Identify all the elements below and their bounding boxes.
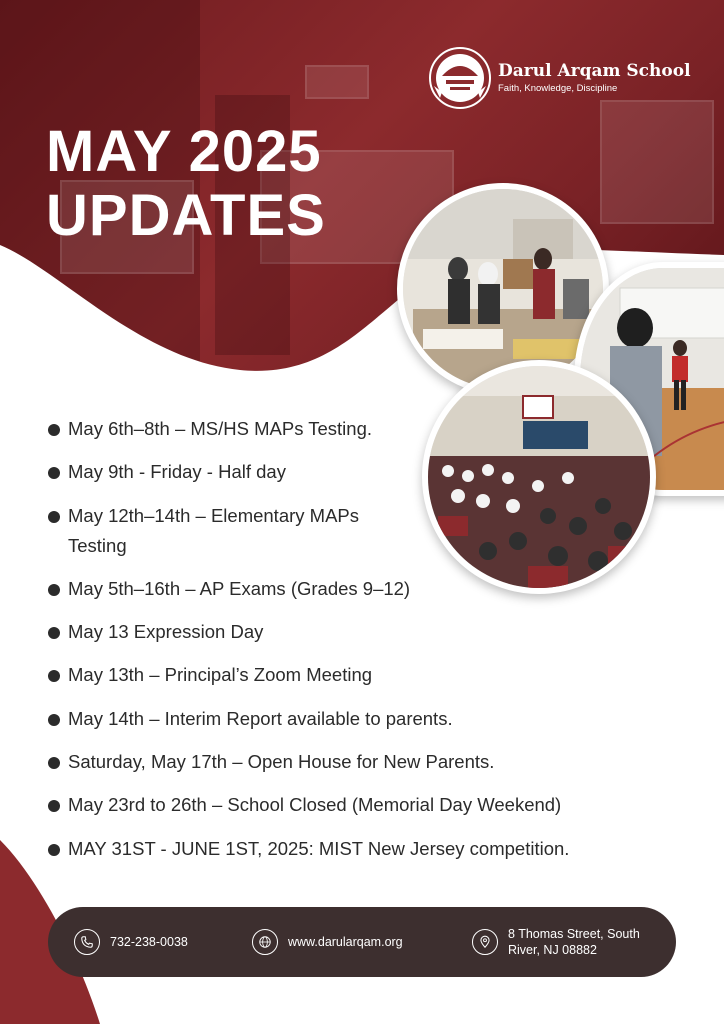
- update-text: Saturday, May 17th – Open House for New Parents.: [68, 751, 495, 773]
- bullet-icon: [48, 670, 60, 682]
- contact-footer: [48, 907, 676, 977]
- website-link[interactable]: [252, 907, 403, 977]
- update-text: May 13th – Principal’s Zoom Meeting: [68, 664, 373, 686]
- bullet-icon: [48, 627, 60, 639]
- bullet-icon: [48, 757, 60, 769]
- location-pin-icon: [472, 929, 498, 955]
- update-text: May 23rd to 26th – School Closed (Memorial Day Weekend): [68, 794, 562, 816]
- bullet-icon: [48, 800, 60, 812]
- list-item: [46, 617, 656, 647]
- bullet-icon: [48, 511, 60, 523]
- website-url: www.darularqam.org: [288, 935, 403, 949]
- list-item: [46, 790, 656, 820]
- bullet-icon: [48, 467, 60, 479]
- address-line-1: 8 Thomas Street, South: [508, 927, 640, 941]
- bullet-icon: [48, 844, 60, 856]
- update-text: May 14th – Interim Report available to parents.: [68, 707, 453, 729]
- list-item: [46, 660, 656, 690]
- address-contact: [472, 907, 658, 977]
- bullet-icon: [48, 584, 60, 596]
- school-logo: [428, 46, 691, 110]
- update-text: MAY 31ST - JUNE 1ST, 2025: MIST New Jersey competition.: [68, 837, 570, 859]
- school-crest-icon: [428, 46, 492, 110]
- address-line-2: River, NJ 08882: [508, 943, 597, 957]
- updates-list: [46, 414, 656, 877]
- list-item: [46, 457, 656, 487]
- globe-icon: [252, 929, 278, 955]
- update-text: May 5th–16th – AP Exams (Grades 9–12): [68, 577, 411, 599]
- page-title: [46, 120, 326, 248]
- address-text: [508, 926, 658, 958]
- bullet-icon: [48, 714, 60, 726]
- phone-number: 732-238-0038: [110, 935, 188, 949]
- update-text: May 9th - Friday - Half day: [68, 461, 286, 483]
- list-item: [46, 414, 656, 444]
- title-line-1: MAY 2025: [46, 119, 322, 184]
- school-name: Darul Arqam School: [498, 61, 691, 81]
- list-item: [46, 747, 656, 777]
- school-motto: Faith, Knowledge, Discipline: [498, 83, 618, 94]
- phone-icon: [74, 929, 100, 955]
- phone-contact[interactable]: [74, 907, 188, 977]
- title-line-2: UPDATES: [46, 183, 326, 248]
- list-item: [46, 574, 656, 604]
- list-item: [46, 501, 418, 561]
- bullet-icon: [48, 424, 60, 436]
- list-item: [46, 834, 656, 864]
- update-text: May 12th–14th – Elementary MAPs Testing: [68, 504, 360, 556]
- update-text: May 13 Expression Day: [68, 621, 264, 643]
- update-text: May 6th–8th – MS/HS MAPs Testing.: [68, 418, 373, 439]
- list-item: [46, 704, 656, 734]
